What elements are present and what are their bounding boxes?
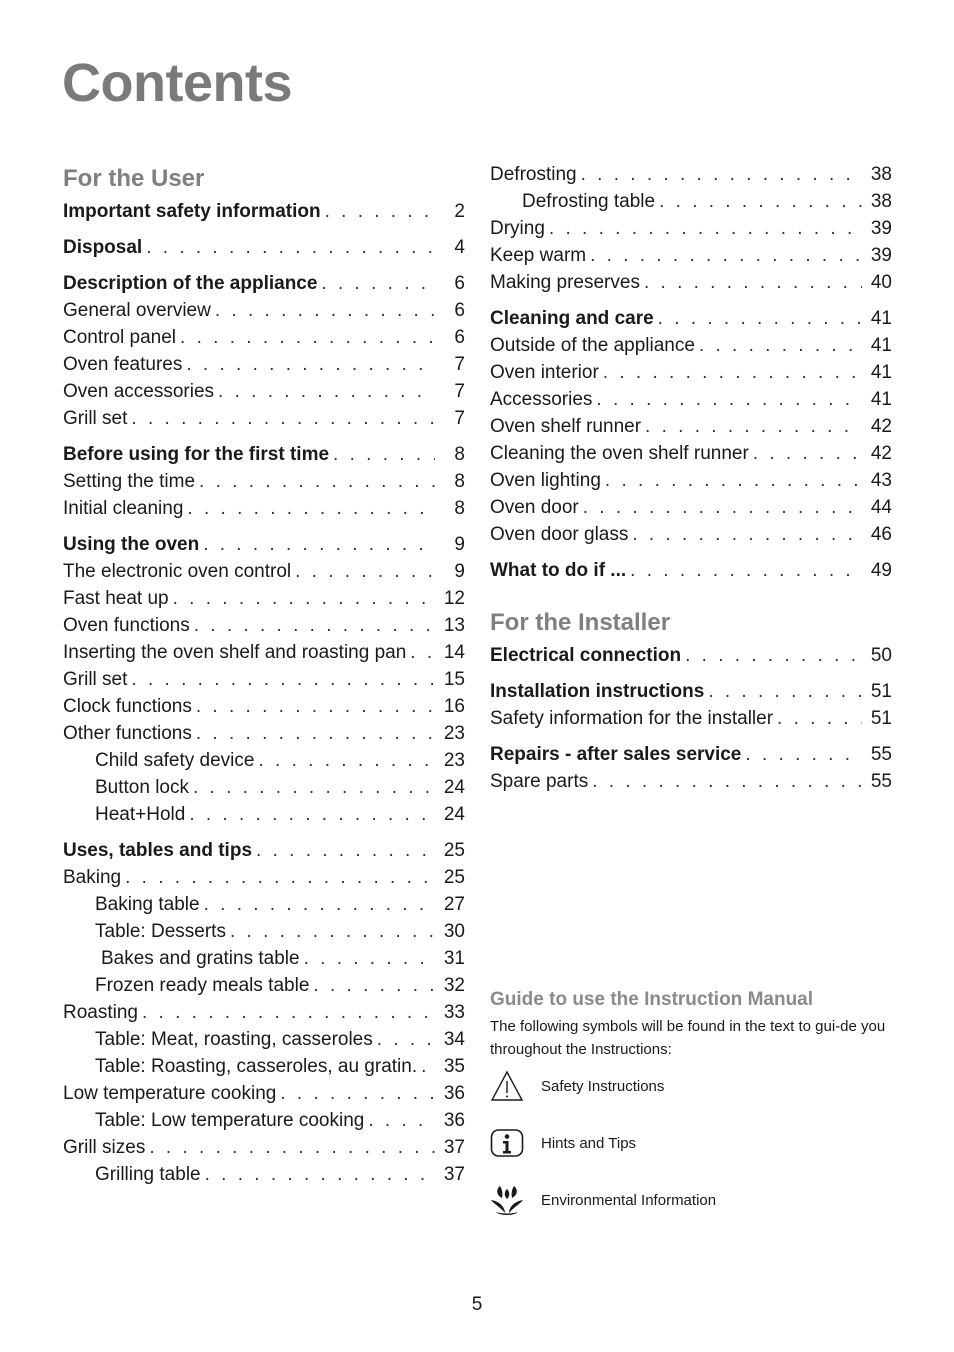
toc-dot-leader	[368, 1107, 435, 1134]
toc-dot-leader	[204, 891, 435, 918]
toc-dot-leader	[196, 693, 435, 720]
toc-entry-label: Important safety information	[63, 201, 321, 222]
toc-entry-label: Control panel	[63, 327, 177, 348]
toc-entry	[490, 161, 892, 188]
toc-entry-label: Baking	[63, 867, 122, 888]
toc-entry-label: Using the oven	[63, 534, 200, 555]
toc-entry-page: 27	[443, 894, 465, 915]
toc-entry-page: 8	[454, 444, 465, 465]
toc-dot-leader	[659, 188, 862, 215]
toc-dot-leader	[644, 269, 862, 296]
toc-entry-page: 41	[870, 335, 892, 356]
toc-entry-label: General overview	[63, 300, 211, 321]
toc-entry-page: 6	[454, 273, 465, 294]
page-title: Contents	[62, 53, 292, 113]
toc-entry	[490, 705, 892, 732]
toc-entry	[63, 297, 465, 324]
toc-dot-leader	[581, 161, 862, 188]
toc-dot-leader	[745, 741, 862, 768]
toc-dot-leader	[583, 494, 862, 521]
toc-entry	[490, 768, 892, 795]
toc-entry-page: 35	[443, 1056, 465, 1077]
toc-dot-leader	[549, 215, 862, 242]
toc-entry-label: Defrosting	[490, 164, 577, 185]
toc-entry-page: 38	[870, 191, 892, 212]
guide-title: Guide to use the Instruction Manual	[490, 989, 814, 1010]
toc-dot-leader	[304, 945, 435, 972]
toc-dot-leader	[605, 467, 862, 494]
toc-entry-label: Frozen ready meals table	[95, 975, 310, 996]
toc-entry-page: 23	[443, 750, 465, 771]
toc-entry-page: 42	[870, 416, 892, 437]
guide-intro: The following symbols will be found in the text to gui-de you throughout the Instructions:	[490, 1018, 886, 1058]
toc-entry	[490, 741, 892, 768]
environment-leaf-icon	[490, 1183, 524, 1217]
toc-entry	[63, 324, 465, 351]
toc-entry	[63, 405, 465, 432]
toc-entry	[63, 774, 465, 801]
legend-safety-text: Safety Instructions	[541, 1077, 665, 1095]
toc-entry-label: Fast heat up	[63, 588, 169, 609]
toc-entry	[63, 351, 465, 378]
toc-entry-label: Heat+Hold	[95, 804, 186, 825]
toc-entry-label: Roasting	[63, 1002, 138, 1023]
legend-environment	[490, 1183, 716, 1217]
toc-dot-leader	[658, 305, 862, 332]
toc-entry-label: Making preserves	[490, 272, 640, 293]
toc-entry-page: 33	[443, 1002, 465, 1023]
toc-dot-leader	[699, 332, 862, 359]
toc-dot-leader	[256, 837, 435, 864]
toc-entry-label: Other functions	[63, 723, 192, 744]
toc-dot-leader	[632, 521, 862, 548]
toc-left-column	[63, 160, 465, 1188]
user-section-heading: For the User	[63, 165, 205, 192]
toc-entry	[63, 1026, 465, 1053]
toc-entry	[63, 801, 465, 828]
toc-dot-leader	[218, 378, 435, 405]
toc-entry	[490, 467, 892, 494]
toc-entry	[63, 693, 465, 720]
toc-dot-leader	[173, 585, 435, 612]
toc-entry	[63, 639, 465, 666]
toc-dot-leader	[187, 495, 435, 522]
toc-entry	[490, 386, 892, 413]
toc-entry-label: Table: Meat, roasting, casseroles	[95, 1029, 373, 1050]
toc-dot-leader	[193, 774, 435, 801]
toc-entry-page: 49	[870, 560, 892, 581]
toc-entry	[63, 864, 465, 891]
toc-entry-page: 16	[443, 696, 465, 717]
toc-entry	[63, 720, 465, 747]
toc-dot-leader	[203, 531, 435, 558]
toc-entry-page: 24	[443, 804, 465, 825]
toc-entry-label: Cleaning the oven shelf runner	[490, 443, 749, 464]
toc-entry-page: 37	[443, 1137, 465, 1158]
toc-right-column	[490, 161, 892, 795]
toc-entry	[63, 270, 465, 297]
toc-entry-label: Accessories	[490, 389, 593, 410]
toc-dot-leader	[325, 198, 435, 225]
toc-entry-page: 6	[454, 327, 465, 348]
toc-entry	[63, 1080, 465, 1107]
toc-entry-page: 50	[870, 645, 892, 666]
toc-entry-page: 39	[870, 245, 892, 266]
toc-entry	[63, 441, 465, 468]
toc-entry-label: Oven door glass	[490, 524, 629, 545]
toc-entry	[490, 494, 892, 521]
toc-dot-leader	[708, 678, 862, 705]
legend-environment-text: Environmental Information	[541, 1191, 717, 1209]
toc-entry-page: 9	[454, 534, 465, 555]
installer-section-heading: For the Installer	[490, 609, 671, 636]
toc-dot-leader	[131, 405, 435, 432]
toc-entry	[63, 1161, 465, 1188]
toc-entry-page: 41	[870, 362, 892, 383]
toc-entry	[63, 558, 465, 585]
toc-dot-leader	[194, 612, 435, 639]
toc-entry	[63, 1053, 465, 1080]
toc-dot-leader	[592, 768, 862, 795]
toc-entry-label: Outside of the appliance	[490, 335, 695, 356]
toc-entry	[490, 215, 892, 242]
toc-entry-label: Clock functions	[63, 696, 192, 717]
toc-entry-page: 4	[454, 237, 465, 258]
toc-entry-page: 25	[443, 867, 465, 888]
toc-dot-leader	[295, 558, 435, 585]
toc-entry-page: 7	[454, 408, 465, 429]
toc-entry-label: Initial cleaning	[63, 498, 184, 519]
toc-entry-page: 30	[443, 921, 465, 942]
toc-entry-page: 41	[870, 308, 892, 329]
toc-entry-label: Cleaning and care	[490, 308, 654, 329]
toc-dot-leader	[205, 1161, 435, 1188]
toc-entry-label: Low temperature cooking	[63, 1083, 277, 1104]
legend-hints	[490, 1126, 636, 1160]
toc-entry-label: Oven lighting	[490, 470, 601, 491]
toc-entry	[490, 332, 892, 359]
toc-entry-page: 13	[443, 615, 465, 636]
toc-entry-label: Grill set	[63, 669, 128, 690]
toc-entry	[63, 378, 465, 405]
toc-entry-label: Setting the time	[63, 471, 196, 492]
toc-dot-leader	[149, 1134, 435, 1161]
toc-entry-page: 55	[870, 744, 892, 765]
toc-entry-page: 8	[454, 471, 465, 492]
toc-entry-page: 32	[443, 975, 465, 996]
toc-entry-label: Bakes and gratins table	[101, 948, 300, 969]
toc-entry-label: Grilling table	[95, 1164, 201, 1185]
toc-dot-leader	[199, 468, 435, 495]
toc-entry-page: 43	[870, 470, 892, 491]
toc-entry-page: 36	[443, 1083, 465, 1104]
toc-dot-leader	[630, 557, 862, 584]
toc-dot-leader	[230, 918, 435, 945]
toc-entry-label: Disposal	[63, 237, 143, 258]
toc-entry	[63, 612, 465, 639]
toc-entry	[63, 891, 465, 918]
toc-entry-label: Before using for the first time	[63, 444, 330, 465]
toc-entry	[490, 440, 892, 467]
toc-entry-page: 36	[443, 1110, 465, 1131]
toc-entry-label: The electronic oven control	[63, 561, 292, 582]
toc-entry	[63, 468, 465, 495]
toc-entry-page: 7	[454, 354, 465, 375]
toc-dot-leader	[180, 324, 435, 351]
toc-entry-label: Inserting the oven shelf and roasting pan	[63, 642, 407, 663]
toc-entry	[490, 521, 892, 548]
toc-entry-page: 55	[870, 771, 892, 792]
toc-dot-leader	[377, 1026, 435, 1053]
toc-entry-label: Repairs - after sales service	[490, 744, 742, 765]
toc-dot-leader	[280, 1080, 435, 1107]
toc-entry-page: 12	[443, 588, 465, 609]
toc-entry	[63, 837, 465, 864]
toc-entry	[490, 305, 892, 332]
info-icon	[490, 1126, 524, 1160]
toc-dot-leader	[142, 999, 435, 1026]
toc-entry-page: 40	[870, 272, 892, 293]
toc-entry	[63, 918, 465, 945]
toc-dot-leader	[596, 386, 862, 413]
toc-entry	[490, 188, 892, 215]
toc-dot-leader	[685, 642, 862, 669]
toc-entry-label: Baking table	[95, 894, 200, 915]
toc-entry-page: 2	[454, 201, 465, 222]
toc-entry-label: Defrosting table	[522, 191, 656, 212]
toc-entry-label: Oven interior	[490, 362, 599, 383]
toc-entry-label: Button lock	[95, 777, 189, 798]
toc-entry	[63, 747, 465, 774]
toc-entry-page: 34	[443, 1029, 465, 1050]
toc-entry	[490, 269, 892, 296]
toc-entry	[63, 198, 465, 225]
toc-dot-leader	[421, 1053, 435, 1080]
toc-dot-leader	[777, 705, 862, 732]
toc-entry-label: Oven shelf runner	[490, 416, 642, 437]
toc-entry-page: 31	[443, 948, 465, 969]
toc-dot-leader	[645, 413, 862, 440]
toc-entry	[63, 585, 465, 612]
toc-entry	[63, 1107, 465, 1134]
toc-entry-page: 6	[454, 300, 465, 321]
toc-dot-leader	[603, 359, 862, 386]
toc-dot-leader	[321, 270, 435, 297]
toc-entry-page: 37	[443, 1164, 465, 1185]
toc-entry-page: 15	[443, 669, 465, 690]
toc-entry-page: 44	[870, 497, 892, 518]
toc-entry-page: 24	[443, 777, 465, 798]
user-toc-list	[63, 198, 465, 1188]
toc-dot-leader	[590, 242, 862, 269]
toc-dot-leader	[410, 639, 435, 666]
toc-entry-label: Drying	[490, 218, 545, 239]
toc-entry	[490, 413, 892, 440]
toc-entry-label: Oven accessories	[63, 381, 215, 402]
toc-entry-label: Spare parts	[490, 771, 589, 792]
toc-dot-leader	[125, 864, 435, 891]
toc-entry	[63, 1134, 465, 1161]
toc-entry-label: Safety information for the installer	[490, 708, 774, 729]
toc-entry-label: Grill set	[63, 408, 128, 429]
toc-dot-leader	[313, 972, 435, 999]
installer-toc-list	[490, 642, 892, 795]
toc-entry-page: 46	[870, 524, 892, 545]
toc-entry-label: Keep warm	[490, 245, 587, 266]
instruction-guide	[490, 985, 900, 1209]
toc-dot-leader	[258, 747, 435, 774]
toc-dot-leader	[189, 801, 435, 828]
toc-dot-leader	[753, 440, 862, 467]
toc-entry-page: 23	[443, 723, 465, 744]
toc-entry-label: Child safety device	[95, 750, 255, 771]
toc-entry	[490, 359, 892, 386]
toc-entry-label: Table: Roasting, casseroles, au gratin.	[95, 1056, 418, 1077]
toc-entry-page: 9	[454, 561, 465, 582]
toc-dot-leader	[186, 351, 435, 378]
toc-entry-label: Grill sizes	[63, 1137, 146, 1158]
toc-dot-leader	[333, 441, 435, 468]
toc-entry	[490, 242, 892, 269]
toc-entry-page: 42	[870, 443, 892, 464]
toc-entry-label: Table: Desserts	[95, 921, 226, 942]
toc-entry	[63, 234, 465, 261]
toc-entry-label: Installation instructions	[490, 681, 705, 702]
toc-entry-page: 7	[454, 381, 465, 402]
toc-entry-label: Oven features	[63, 354, 183, 375]
toc-entry	[63, 666, 465, 693]
toc-dot-leader	[215, 297, 435, 324]
toc-entry	[63, 972, 465, 999]
right-toc-list	[490, 161, 892, 584]
toc-entry-page: 8	[454, 498, 465, 519]
toc-dot-leader	[131, 666, 435, 693]
toc-entry	[63, 999, 465, 1026]
toc-entry-page: 14	[443, 642, 465, 663]
toc-dot-leader	[196, 720, 435, 747]
toc-entry-label: Table: Low temperature cooking	[95, 1110, 365, 1131]
legend-safety	[490, 1069, 664, 1103]
toc-entry-label: Electrical connection	[490, 645, 682, 666]
toc-entry-page: 39	[870, 218, 892, 239]
toc-entry-label: Oven functions	[63, 615, 190, 636]
page-number: 5	[471, 1294, 483, 1315]
toc-entry-page: 25	[443, 840, 465, 861]
toc-entry	[490, 642, 892, 669]
toc-entry	[63, 495, 465, 522]
legend-hints-text: Hints and Tips	[541, 1134, 637, 1152]
warning-triangle-icon	[490, 1069, 524, 1103]
toc-entry-page: 38	[870, 164, 892, 185]
toc-entry	[490, 557, 892, 584]
toc-entry-page: 41	[870, 389, 892, 410]
toc-entry-page: 51	[870, 708, 892, 729]
toc-entry-page: 51	[870, 681, 892, 702]
toc-entry	[490, 678, 892, 705]
toc-entry	[63, 945, 465, 972]
toc-entry-label: Description of the appliance	[63, 273, 318, 294]
toc-entry-label: Oven door	[490, 497, 579, 518]
toc-dot-leader	[146, 234, 435, 261]
toc-entry-label: Uses, tables and tips	[63, 840, 253, 861]
toc-entry-label: What to do if ...	[490, 560, 627, 581]
toc-entry	[63, 531, 465, 558]
